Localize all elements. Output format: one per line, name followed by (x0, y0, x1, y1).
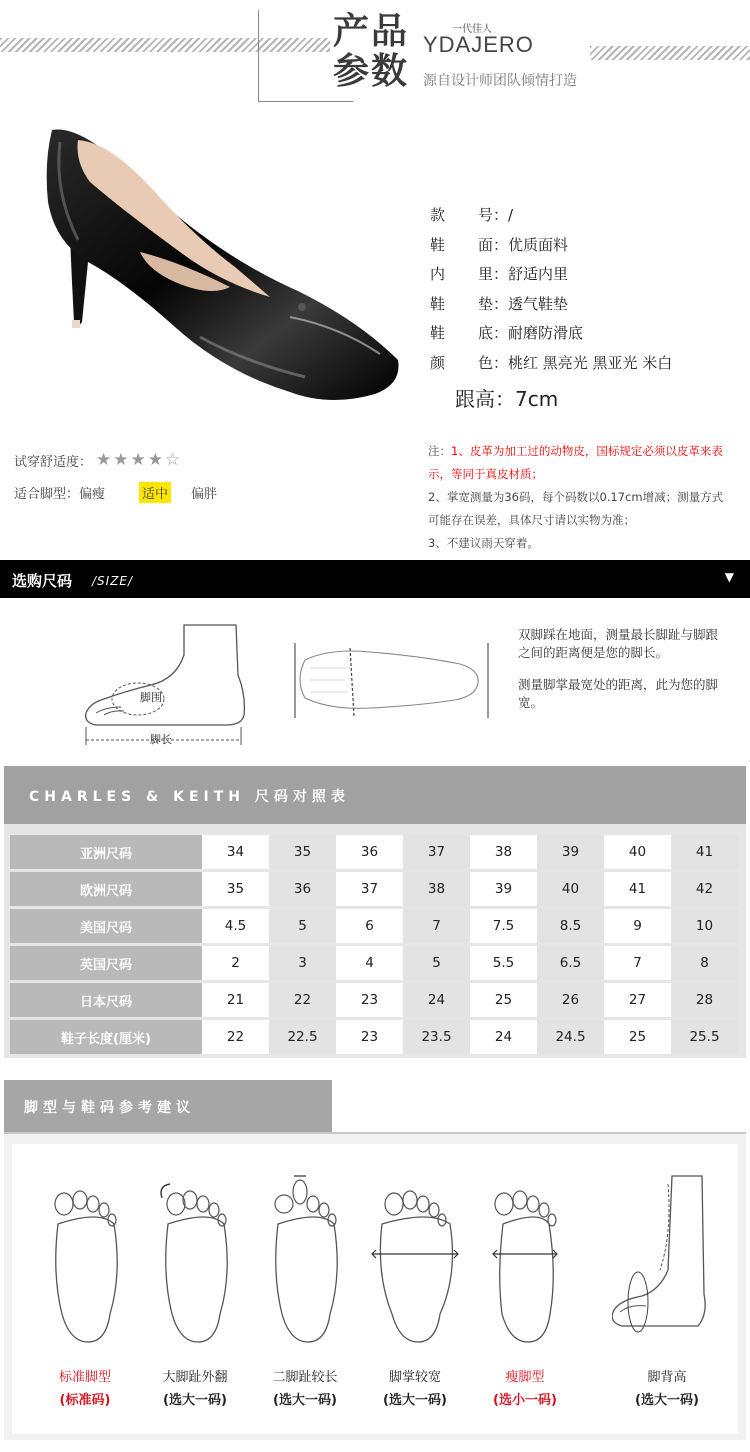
fit-type (14, 482, 217, 503)
standard-foot-icon (30, 1174, 140, 1354)
size-cell: 41 (671, 835, 738, 869)
size-cell: 27 (604, 983, 671, 1017)
size-cell: 41 (604, 872, 671, 906)
measure-instructions (518, 626, 728, 712)
star-rating-icon: ★★★★☆ (96, 450, 183, 470)
header-frame-line (258, 101, 353, 102)
size-cell: 7 (403, 909, 470, 943)
spec-row: 鞋 底： 耐磨防滑底 (430, 324, 584, 343)
size-cell: 38 (403, 872, 470, 906)
size-cell: 22.5 (269, 1020, 336, 1054)
foot-type-item (250, 1144, 360, 1434)
size-section-bar (0, 560, 750, 598)
header-stripe-right (590, 46, 750, 60)
size-cell: 34 (202, 835, 269, 869)
size-cell: 6.5 (537, 946, 604, 980)
fit-option-wide: 偏胖 (191, 487, 218, 502)
heel-height: 跟高：7cm (455, 387, 559, 411)
note-rain: 3、不建议雨天穿着。 (428, 536, 539, 550)
size-cell: 24 (470, 1020, 537, 1054)
foot-length-label: 脚长 (150, 733, 172, 746)
size-chart-header (4, 766, 746, 824)
foot-girth-label: 脚围 (140, 691, 162, 704)
size-cell: 21 (202, 983, 269, 1017)
table-row (10, 983, 738, 1017)
product-notes (428, 440, 733, 555)
high-instep-icon (612, 1174, 722, 1354)
size-cell: 36 (269, 872, 336, 906)
chevron-down-icon: ▼ (724, 570, 734, 584)
header-frame-line (258, 10, 259, 102)
foot-type-title: 脚型与鞋码参考建议 (24, 1100, 195, 1116)
foot-type-name: 瘦脚型 (505, 1370, 545, 1385)
size-cell: 23 (336, 983, 403, 1017)
table-row (10, 835, 738, 869)
foot-top-diagram (290, 638, 495, 723)
size-cell: 39 (470, 872, 537, 906)
page-title: 产品参数 (333, 11, 410, 92)
notes-prefix: 注： (428, 444, 451, 458)
note-leather: 1、皮革为加工过的动物皮，国标规定必须以皮革来表示，等同于真皮材质； (428, 444, 723, 481)
size-table (10, 832, 738, 1057)
spec-value: / (508, 205, 514, 224)
size-chart (4, 766, 746, 1058)
foot-type-item (470, 1144, 580, 1434)
foot-type-list (12, 1144, 738, 1434)
foot-type-advice: (选小一码) (493, 1393, 557, 1408)
comfort-rating (14, 450, 182, 470)
header-stripe-left (0, 38, 330, 52)
spec-row: 鞋 面： 优质面料 (430, 235, 569, 254)
comfort-label: 试穿舒适度： (14, 454, 93, 470)
size-cell: 5.5 (470, 946, 537, 980)
size-cell: 23.5 (403, 1020, 470, 1054)
size-cell: 35 (269, 835, 336, 869)
slim-foot-icon (470, 1174, 580, 1354)
foot-type-advice: (选大一码) (273, 1393, 337, 1408)
measure-length-text: 双脚踩在地面，测量最长脚趾与脚跟之间的距离便是您的脚长。 (518, 627, 719, 660)
foot-type-advice: (选大一码) (163, 1393, 227, 1408)
spec-value: 桃红 黑亮光 黑亚光 米白 (508, 353, 673, 372)
foot-type-item (360, 1144, 470, 1434)
foot-type-name: 二脚趾较长 (272, 1370, 338, 1385)
foot-type-advice: (标准码) (59, 1393, 111, 1408)
fit-option-slim: 偏瘦 (79, 487, 106, 502)
size-cell: 26 (537, 983, 604, 1017)
spec-value: 透气鞋垫 (508, 294, 569, 313)
fit-option-normal-selected: 适中 (139, 482, 171, 503)
foot-type-name: 脚背高 (647, 1370, 687, 1385)
foot-type-header (4, 1080, 332, 1132)
foot-type-item (140, 1144, 250, 1434)
brand-tagline: 源自设计师团队倾情打造 (423, 73, 577, 89)
table-row (10, 1020, 738, 1054)
brand-logo: YDAJERO (423, 32, 534, 57)
page-header (0, 0, 750, 110)
size-cell: 35 (202, 872, 269, 906)
foot-type-item (612, 1144, 722, 1434)
spec-list (430, 200, 740, 377)
size-row-label: 欧洲尺码 (10, 872, 202, 906)
size-cell: 23 (336, 1020, 403, 1054)
spec-value: 耐磨防滑底 (508, 324, 584, 343)
size-cell: 8 (671, 946, 738, 980)
table-row (10, 909, 738, 943)
bunion-foot-icon (140, 1174, 250, 1354)
size-cell: 22 (269, 983, 336, 1017)
size-cell: 2 (202, 946, 269, 980)
foot-side-diagram (76, 615, 256, 750)
size-cell: 40 (604, 835, 671, 869)
size-chart-title: CHARLES & KEITH 尺码对照表 (29, 789, 350, 805)
size-cell: 5 (403, 946, 470, 980)
size-cell: 39 (537, 835, 604, 869)
size-row-label: 鞋子长度(厘米) (10, 1020, 202, 1054)
size-cell: 3 (269, 946, 336, 980)
size-cell: 42 (671, 872, 738, 906)
size-cell: 40 (537, 872, 604, 906)
size-cell: 4 (336, 946, 403, 980)
foot-type-panel (4, 1132, 746, 1440)
table-row (10, 872, 738, 906)
size-section-title: 选购尺码 (12, 572, 73, 590)
table-row (10, 946, 738, 980)
spec-row: 款 号： / (430, 205, 514, 225)
size-cell: 24 (403, 983, 470, 1017)
size-cell: 10 (671, 909, 738, 943)
foot-type-name: 大脚趾外翻 (162, 1370, 228, 1385)
size-cell: 4.5 (202, 909, 269, 943)
size-row-label: 美国尺码 (10, 909, 202, 943)
foot-type-item (30, 1144, 140, 1434)
spec-row: 内 里： 舒适内里 (430, 265, 569, 284)
size-cell: 7.5 (470, 909, 537, 943)
size-cell: 37 (403, 835, 470, 869)
spec-value: 舒适内里 (508, 265, 569, 284)
spec-row: 鞋 垫： 透气鞋垫 (430, 294, 569, 313)
size-cell: 7 (604, 946, 671, 980)
foot-type-name: 脚掌较宽 (388, 1370, 441, 1385)
size-cell: 28 (671, 983, 738, 1017)
size-row-label: 日本尺码 (10, 983, 202, 1017)
long-second-toe-icon (250, 1174, 360, 1354)
size-section-subtitle: /SIZE/ (92, 574, 134, 588)
foot-type-name: 标准脚型 (58, 1370, 111, 1385)
size-row-label: 英国尺码 (10, 946, 202, 980)
size-cell: 38 (470, 835, 537, 869)
size-cell: 25 (470, 983, 537, 1017)
size-cell: 8.5 (537, 909, 604, 943)
fit-label: 适合脚型： (14, 487, 80, 502)
foot-type-advice: (选大一码) (635, 1393, 699, 1408)
note-measurement: 2、掌宽测量为36码，每个码数以0.17cm增减；测量方式可能存在误差，具体尺寸请以实物为准； (428, 490, 724, 527)
wide-foot-icon (360, 1174, 470, 1354)
spec-value: 优质面料 (508, 235, 569, 254)
foot-type-advice: (选大一码) (383, 1393, 447, 1408)
shoe-image (30, 122, 410, 422)
measure-width-text: 测量脚掌最宽处的距离，此为您的脚宽。 (518, 677, 719, 710)
size-cell: 25 (604, 1020, 671, 1054)
size-cell: 6 (336, 909, 403, 943)
brand-subtitle: 一代佳人 (452, 24, 492, 35)
size-cell: 9 (604, 909, 671, 943)
size-cell: 25.5 (671, 1020, 738, 1054)
size-cell: 36 (336, 835, 403, 869)
size-cell: 5 (269, 909, 336, 943)
size-cell: 37 (336, 872, 403, 906)
size-cell: 24.5 (537, 1020, 604, 1054)
spec-row: 颜 色： 桃红 黑亮光 黑亚光 米白 (430, 353, 673, 372)
size-cell: 22 (202, 1020, 269, 1054)
size-row-label: 亚洲尺码 (10, 835, 202, 869)
